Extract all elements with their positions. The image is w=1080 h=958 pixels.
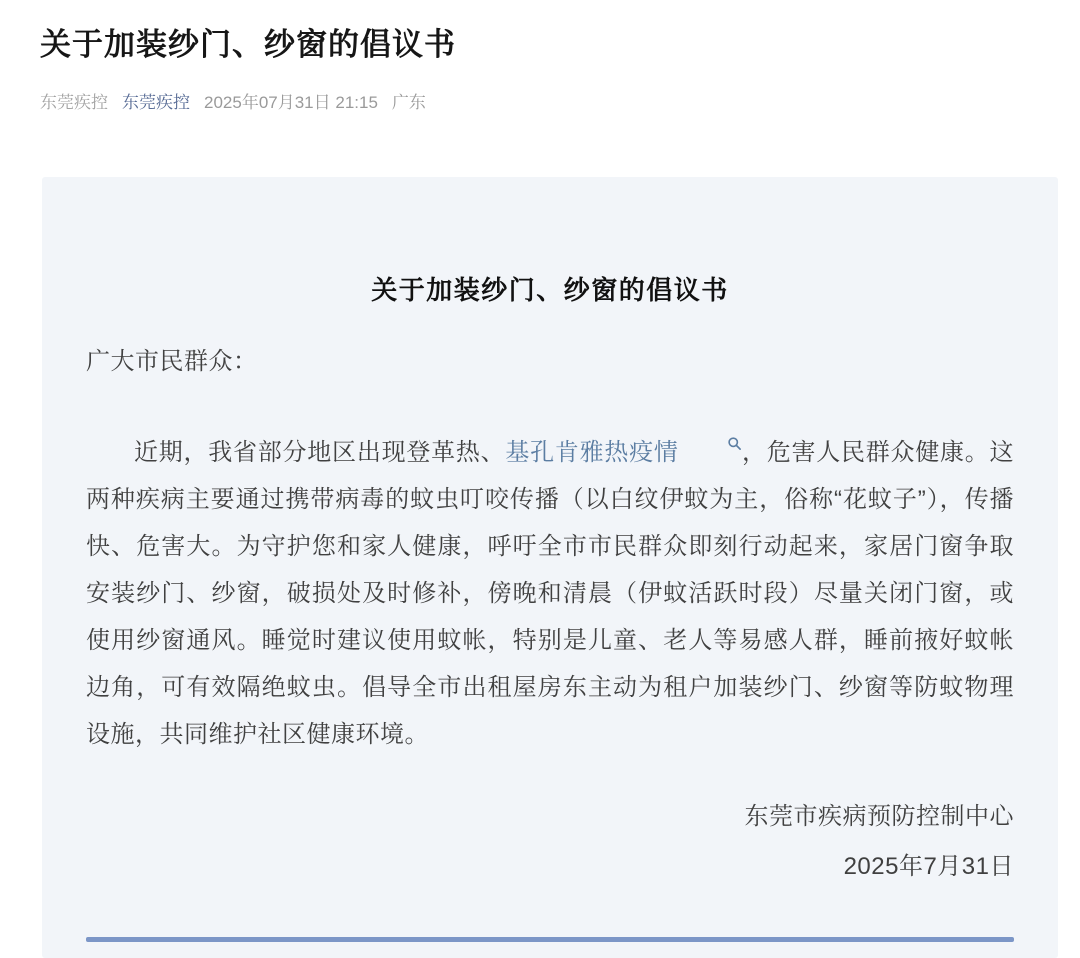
search-icon bbox=[679, 436, 742, 451]
publish-location: 广东 bbox=[391, 93, 426, 112]
paragraph-text-after-link: ，危害人民群众健康。这两种疾病主要通过携带病毒的蚊虫叮咬传播（以白纹伊蚊为主，俗称“花蚊子”），传播快、危害大。为守护您和家人健康，呼吁全市市民群众即刻行动起来，家居门窗争取安装纱门、纱窗，破损处及时修补，傍晚和清晨（伊蚊活跃时段）尽量关闭门窗，或使用纱窗通风。睡觉时建议使用蚊帐，特别是儿童、老人等易感人群，睡前掖好蚊帐边角，可有效隔绝蚊虫。倡导全市出租屋房东主动为租户加装纱门、纱窗等防蚊物理设施，共同维护社区健康环境。 bbox=[86, 439, 1015, 748]
author-nickname: 东莞疾控 bbox=[40, 93, 108, 112]
signature-date: 2025年7月31日 bbox=[843, 853, 1014, 880]
publish-time: 2025年07月31日 21:15 bbox=[204, 93, 378, 112]
entity-link-label: 基孔肯雅热疫情 bbox=[505, 439, 679, 466]
signature-org: 东莞市疾病预防控制中心 bbox=[744, 803, 1014, 830]
notice-card bbox=[42, 177, 1058, 958]
byline bbox=[40, 91, 1040, 115]
account-name-link[interactable]: 东莞疾控 bbox=[122, 93, 190, 112]
body-paragraph bbox=[86, 429, 1014, 758]
article-header bbox=[40, 24, 1040, 115]
blue-divider bbox=[86, 937, 1014, 942]
page-title: 关于加装纱门、纱窗的倡议书 bbox=[40, 27, 456, 62]
greeting-line: 广大市民群众： bbox=[86, 348, 258, 375]
notice-title: 关于加装纱门、纱窗的倡议书 bbox=[371, 275, 729, 305]
chikungunya-entity-link[interactable] bbox=[505, 439, 741, 466]
paragraph-text-before-link: 近期，我省部分地区出现登革热、 bbox=[134, 439, 506, 466]
